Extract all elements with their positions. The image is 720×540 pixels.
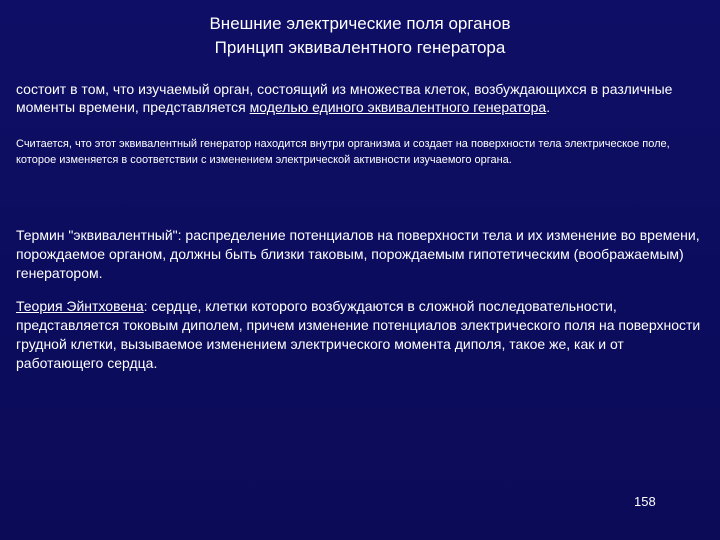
einthoven-theory-paragraph (16, 297, 711, 373)
main-paragraph (16, 80, 706, 116)
slide-title (0, 12, 720, 60)
title-line-2: Принцип эквивалентного генератора (214, 38, 506, 57)
main-paragraph-underlined-term: моделью единого эквивалентного генератора (249, 99, 547, 115)
einthoven-theory-text: : сердце, клетки которого возбуждаются в сложной последовательности, представляется токовым диполем, причем изменение потенциалов электрического поля на поверхности грудной клетки, вызываемое изменением электрического момента диполя, такое же, как и от работающего сердца. (16, 298, 701, 371)
term-equivalent-paragraph: Термин "эквивалентный": распределение потенциалов на поверхности тела и их изменение во времени, порождаемое органом, должны быть близки таковым, порождаемым гипотетическим (воображаемым) генератором. (16, 227, 700, 281)
main-paragraph-text: состоит в том, что изучаемый орган, состоящий из множества клеток, возбуждающихся в различные моменты времени, представляется (16, 81, 673, 115)
generator-location-note: Считается, что этот эквивалентный генератор находится внутри организма и создает на поверхности тела электрическое поле, которое изменяется в соответствии с изменением электрической активности изучаемого органа. (16, 138, 670, 166)
title-line-1: Внешние электрические поля органов (209, 14, 511, 33)
einthoven-theory-term: Теория Эйнтховена (16, 298, 144, 314)
page-number: 158 (634, 494, 656, 509)
main-paragraph-end: . (546, 99, 551, 115)
